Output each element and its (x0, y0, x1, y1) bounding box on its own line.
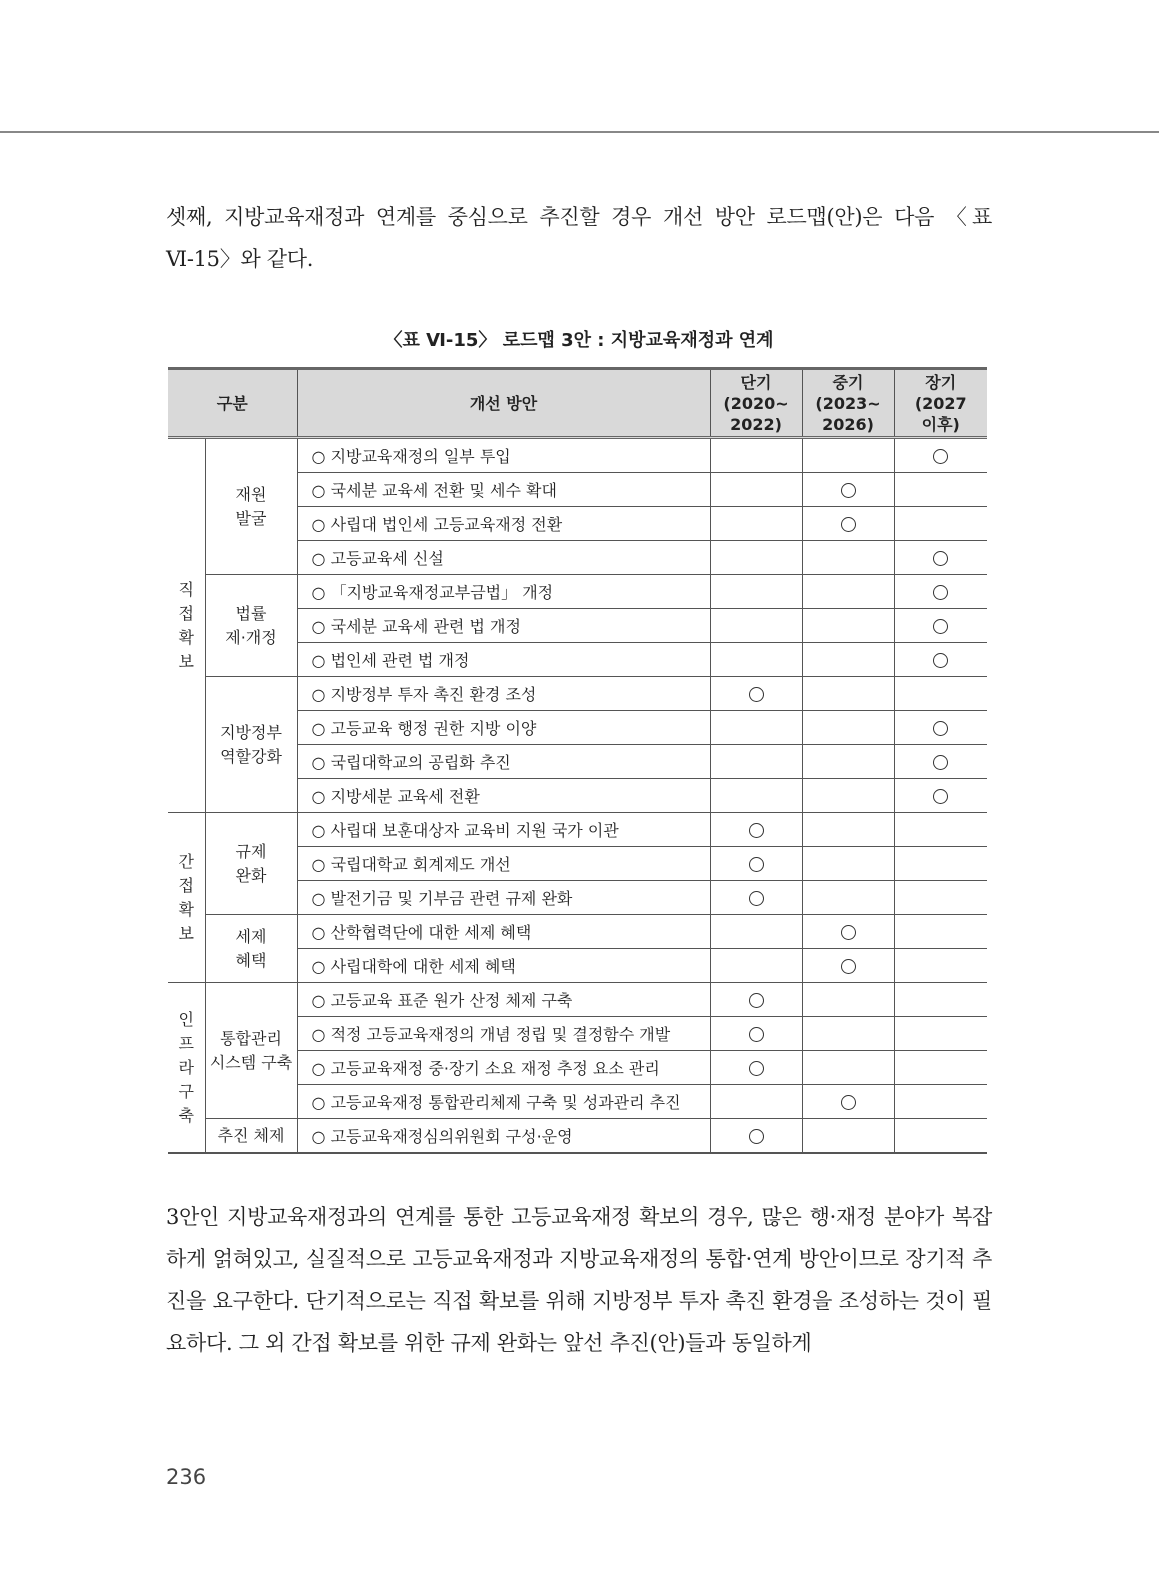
term-cell-short (710, 847, 802, 881)
group-label: 간접확보 (178, 851, 194, 943)
table-row (168, 813, 987, 847)
term-cell-short (710, 745, 802, 779)
circle-mark-icon (749, 1061, 764, 1076)
measure-item: ○ 고등교육 행정 권한 지방 이양 (297, 711, 710, 745)
subgroup-label: 추진 체제 (205, 1119, 297, 1154)
term-cell-short (710, 1085, 802, 1119)
circle-mark-icon (933, 551, 948, 566)
circle-mark-icon (749, 1027, 764, 1042)
term-cell-mid (802, 609, 894, 643)
circle-mark-icon (749, 891, 764, 906)
term-cell-long (894, 983, 987, 1017)
term-cell-long (894, 473, 987, 507)
term-cell-short (710, 1051, 802, 1085)
term-cell-short (710, 881, 802, 915)
header-measure: 개선 방안 (297, 369, 710, 438)
term-cell-short (710, 473, 802, 507)
term-cell-mid (802, 779, 894, 813)
measure-item: ○ 고등교육 표준 원가 산정 체제 구축 (297, 983, 710, 1017)
term-cell-short (710, 677, 802, 711)
subgroup-label: 법률 제·개정 (205, 575, 297, 677)
subgroup-label: 규제 완화 (205, 813, 297, 915)
term-cell-mid (802, 1085, 894, 1119)
term-cell-mid (802, 745, 894, 779)
table-row (168, 438, 987, 473)
term-cell-long (894, 1119, 987, 1154)
group-cell (168, 438, 205, 813)
circle-mark-icon (933, 585, 948, 600)
term-cell-short (710, 779, 802, 813)
measure-item: ○ 사립대학에 대한 세제 혜택 (297, 949, 710, 983)
table-row (168, 915, 987, 949)
term-cell-mid (802, 507, 894, 541)
table-row (168, 1119, 987, 1154)
circle-mark-icon (933, 789, 948, 804)
term-cell-mid (802, 643, 894, 677)
table-row (168, 983, 987, 1017)
term-cell-mid (802, 541, 894, 575)
term-cell-long (894, 745, 987, 779)
term-cell-short (710, 1017, 802, 1051)
circle-mark-icon (749, 857, 764, 872)
circle-mark-icon (933, 619, 948, 634)
term-cell-short (710, 1119, 802, 1154)
page-number: 236 (166, 1465, 207, 1489)
term-cell-long (894, 541, 987, 575)
measure-item: ○ 고등교육재정 중·장기 소요 재정 추정 요소 관리 (297, 1051, 710, 1085)
term-cell-long (894, 507, 987, 541)
term-cell-long (894, 575, 987, 609)
subgroup-label: 지방정부 역할강화 (205, 677, 297, 813)
table-caption: 〈표 Ⅵ-15〉 로드맵 3안 : 지방교육재정과 연계 (384, 330, 774, 351)
header-short-term: 단기 (2020~ 2022) (710, 369, 802, 438)
circle-mark-icon (749, 823, 764, 838)
term-cell-long (894, 847, 987, 881)
term-cell-mid (802, 813, 894, 847)
circle-mark-icon (841, 517, 856, 532)
term-cell-short (710, 711, 802, 745)
term-cell-mid (802, 473, 894, 507)
term-cell-short (710, 541, 802, 575)
term-cell-mid (802, 438, 894, 473)
circle-mark-icon (933, 449, 948, 464)
table-row (168, 677, 987, 711)
term-cell-short (710, 915, 802, 949)
circle-mark-icon (933, 755, 948, 770)
circle-mark-icon (841, 483, 856, 498)
term-cell-short (710, 609, 802, 643)
term-cell-mid (802, 881, 894, 915)
term-cell-mid (802, 677, 894, 711)
term-cell-long (894, 881, 987, 915)
term-cell-short (710, 507, 802, 541)
table-header-row (168, 369, 987, 438)
term-cell-long (894, 711, 987, 745)
subgroup-label: 재원 발굴 (205, 438, 297, 575)
measure-item: ○ 지방정부 투자 촉진 환경 조성 (297, 677, 710, 711)
circle-mark-icon (933, 653, 948, 668)
header-category: 구분 (168, 369, 297, 438)
group-label: 인프라구축 (178, 1009, 194, 1125)
term-cell-mid (802, 1017, 894, 1051)
term-cell-mid (802, 575, 894, 609)
group-cell (168, 983, 205, 1154)
circle-mark-icon (841, 1095, 856, 1110)
subgroup-label: 통합관리 시스템 구축 (205, 983, 297, 1119)
circle-mark-icon (749, 993, 764, 1008)
measure-item: ○ 국립대학교 회계제도 개선 (297, 847, 710, 881)
term-cell-long (894, 779, 987, 813)
term-cell-long (894, 1085, 987, 1119)
circle-mark-icon (933, 721, 948, 736)
term-cell-mid (802, 1051, 894, 1085)
measure-item: ○ 국세분 교육세 관련 법 개정 (297, 609, 710, 643)
term-cell-long (894, 609, 987, 643)
measure-item: ○ 고등교육재정심의위원회 구성·운영 (297, 1119, 710, 1154)
term-cell-mid (802, 847, 894, 881)
measure-item: ○ 국세분 교육세 전환 및 세수 확대 (297, 473, 710, 507)
circle-mark-icon (749, 687, 764, 702)
term-cell-mid (802, 915, 894, 949)
term-cell-short (710, 643, 802, 677)
measure-item: ○ 사립대 보훈대상자 교육비 지원 국가 이관 (297, 813, 710, 847)
term-cell-mid (802, 983, 894, 1017)
term-cell-long (894, 643, 987, 677)
header-mid-term: 중기 (2023~ 2026) (802, 369, 894, 438)
table-row (168, 575, 987, 609)
term-cell-short (710, 438, 802, 473)
roadmap-table (168, 367, 987, 1154)
measure-item: ○ 적정 고등교육재정의 개념 정립 및 결정함수 개발 (297, 1017, 710, 1051)
term-cell-mid (802, 711, 894, 745)
circle-mark-icon (749, 1129, 764, 1144)
term-cell-mid (802, 949, 894, 983)
measure-item: ○ 「지방교육재정교부금법」 개정 (297, 575, 710, 609)
measure-item: ○ 고등교육세 신설 (297, 541, 710, 575)
group-label: 직접확보 (178, 579, 194, 671)
term-cell-long (894, 1017, 987, 1051)
term-cell-long (894, 677, 987, 711)
term-cell-short (710, 813, 802, 847)
term-cell-long (894, 1051, 987, 1085)
body-paragraph: 3안인 지방교육재정과의 연계를 통한 고등교육재정 확보의 경우, 많은 행·재정 분야가 복잡하게 얽혀있고, 실질적으로 고등교육재정과 지방교육재정의 통합·연계 방안이므로 장기적 추진을 요구한다. 단기적으로는 직접 확보를 위해 지방정부 투자 촉진 환경을 조성하는 것이 필요하다. 그 외 간접 확보를 위한 규제 완화는 앞선 추진(안)들과 동일하게 (166, 1205, 992, 1355)
circle-mark-icon (841, 959, 856, 974)
measure-item: ○ 법인세 관련 법 개정 (297, 643, 710, 677)
intro-paragraph: 셋째, 지방교육재정과 연계를 중심으로 추진할 경우 개선 방안 로드맵(안)은 다음 〈표 Ⅵ-15〉와 같다. (166, 205, 992, 271)
measure-item: ○ 사립대 법인세 고등교육재정 전환 (297, 507, 710, 541)
measure-item: ○ 발전기금 및 기부금 관련 규제 완화 (297, 881, 710, 915)
measure-item: ○ 지방교육재정의 일부 투입 (297, 438, 710, 473)
term-cell-long (894, 949, 987, 983)
group-cell (168, 813, 205, 983)
measure-item: ○ 고등교육재정 통합관리체제 구축 및 성과관리 추진 (297, 1085, 710, 1119)
measure-item: ○ 산학협력단에 대한 세제 혜택 (297, 915, 710, 949)
term-cell-long (894, 438, 987, 473)
term-cell-short (710, 983, 802, 1017)
header-long-term: 장기 (2027 이후) (894, 369, 987, 438)
measure-item: ○ 지방세분 교육세 전환 (297, 779, 710, 813)
term-cell-mid (802, 1119, 894, 1154)
term-cell-short (710, 949, 802, 983)
measure-item: ○ 국립대학교의 공립화 추진 (297, 745, 710, 779)
header-rule (0, 131, 1159, 133)
subgroup-label: 세제 혜택 (205, 915, 297, 983)
term-cell-long (894, 915, 987, 949)
circle-mark-icon (841, 925, 856, 940)
term-cell-short (710, 575, 802, 609)
term-cell-long (894, 813, 987, 847)
